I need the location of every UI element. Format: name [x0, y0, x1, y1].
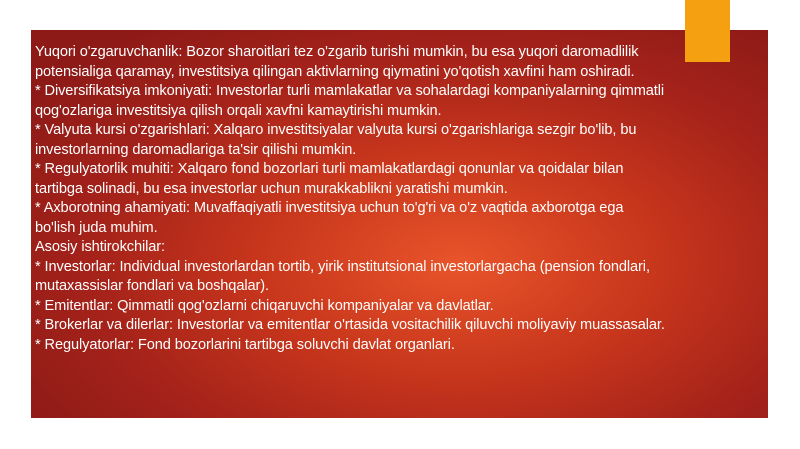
text-line: * Valyuta kursi o'zgarishlari: Xalqaro investitsiyalar valyuta kursi o'zgarishlariga sezgir bo'lib, bu	[35, 122, 637, 138]
text-line: tartibga solinadi, bu esa investorlar uchun murakkablikni yaratishi mumkin.	[35, 180, 508, 197]
text-line: mutaxassislar fondlari va boshqalar).	[35, 278, 269, 294]
section-heading: Asosiy ishtirokchilar:	[35, 239, 165, 255]
text-line: investorlarning daromadlariga ta'sir qilishi mumkin.	[35, 141, 357, 158]
text-line: potensialiga qaramay, investitsiya qilingan aktivlarning qiymatini yo'qotish xavfini ham oshiradi.	[35, 63, 635, 80]
text-line: bo'lish juda muhim.	[35, 219, 158, 236]
text-line: * Brokerlar va dilerlar: Investorlar va emitentlar o'rtasida vositachilik qiluvchi moliyaviy muassasalar.	[35, 317, 665, 333]
text-line: * Regulyatorlar: Fond bozorlarini tartibga soluvchi davlat organlari.	[35, 336, 455, 353]
slide-text-body	[35, 43, 771, 355]
text-line: * Diversifikatsiya imkoniyati: Investorlar turli mamlakatlar va sohalardagi kompaniyalarning qimmatli	[35, 83, 665, 99]
text-line: * Axborotning ahamiyati: Muvaffaqiyatli investitsiya uchun to'g'ri va o'z vaqtida axborotga ega	[35, 200, 624, 216]
text-line: * Investorlar: Individual investorlardan tortib, yirik institutsional investorlargacha (pension fondlari,	[35, 258, 650, 275]
text-line: * Emitentlar: Qimmatli qog'ozlarni chiqaruvchi kompaniyalar va davlatlar.	[35, 297, 494, 314]
text-line: * Regulyatorlik muhiti: Xalqaro fond bozorlari turli mamlakatlardagi qonunlar va qoidalar bilan	[35, 161, 624, 177]
text-line: Yuqori o'zgaruvchanlik: Bozor sharoitlari tez o'zgarib turishi mumkin, bu esa yuqori daromadlilik	[35, 44, 639, 60]
text-line: qog'ozlariga investitsiya qilish orqali xavfni kamaytirishi mumkin.	[35, 102, 442, 119]
